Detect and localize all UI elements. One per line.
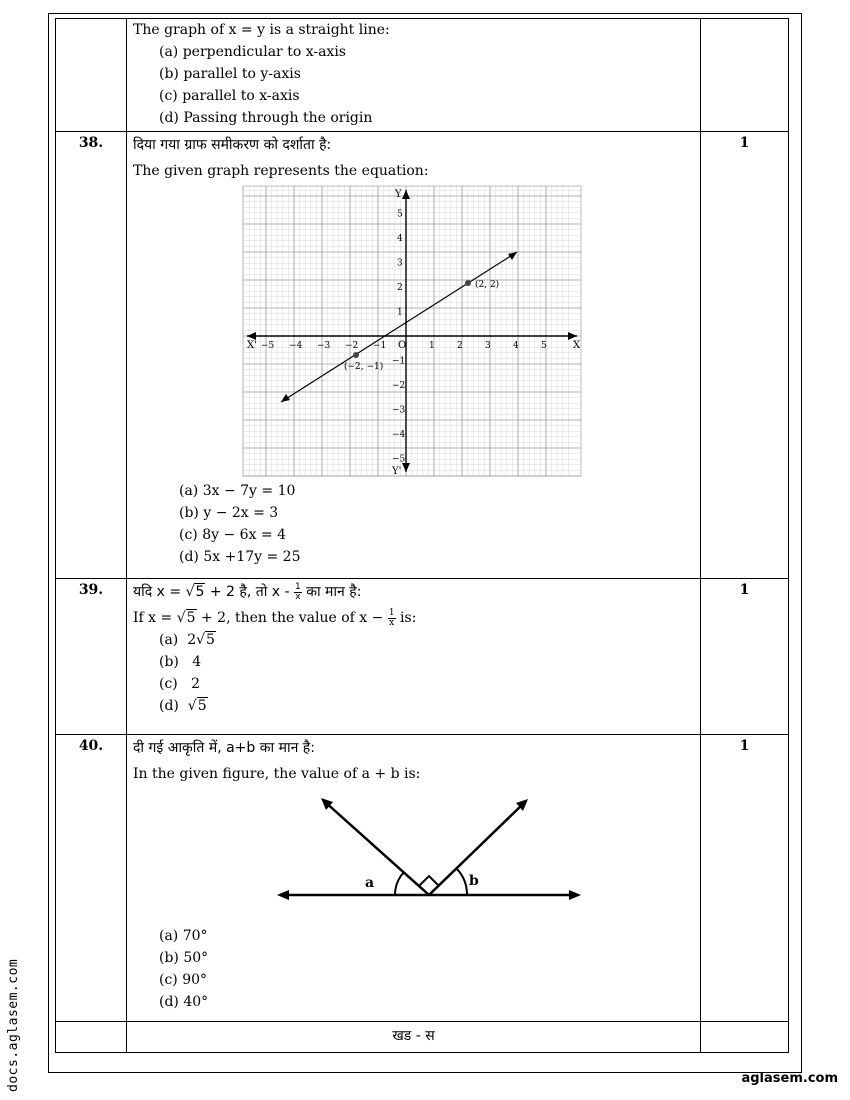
y-tick-label: 1 [397,307,403,318]
fraction-numerator: 1 [388,607,395,618]
question-text-english [133,603,694,629]
section-marks-cell [701,1022,789,1053]
hindi-part-c: का मान है: [306,584,362,600]
fraction [388,609,396,628]
option-c: (c) 90° [159,972,208,988]
question-number: 40. [56,735,127,1022]
fraction-numerator: 1 [295,581,301,592]
point-a [465,280,471,286]
option-label: (a) [159,632,179,648]
sqrt-expression: √5 [187,698,207,714]
point-b [353,352,359,358]
sqrt-expression: √5 [196,632,215,648]
angle-a-label: a [365,875,375,891]
option-c: (c) parallel to x-axis [159,88,300,104]
option-a: (a) perpendicular to x-axis [159,44,346,60]
x-axis-neg-label: X' [247,340,257,351]
y-tick-label: 3 [397,258,403,269]
x-tick-label: −1 [373,341,387,351]
x-tick-label: −4 [289,341,303,351]
sqrt-argument: 5 [197,698,207,714]
question-text: The graph of x = y is a straight line: [133,22,390,38]
x-tick-label: 4 [513,341,519,351]
y-tick-label: −3 [392,405,406,416]
question-text-hindi: दी गई आकृति में, a+b का मान है: [133,740,315,756]
question-text-hindi [133,579,694,603]
fraction [294,583,302,602]
option-a [133,629,694,651]
hindi-part-b: + 2 है, तो x - [209,584,290,600]
question-table [55,18,789,1053]
option-c: (c) 8y − 6x = 4 [179,527,287,543]
line-graph [133,182,693,480]
sqrt-expression: √5 [176,610,196,626]
marks-cell [701,19,789,132]
hindi-part-a: यदि x = [133,584,182,600]
section-number-cell [56,1022,127,1053]
marks: 1 [701,579,789,735]
angle-b-label: b [469,873,479,889]
point-a-label: (2, 2) [475,280,500,290]
x-tick-label: −5 [261,341,275,351]
y-tick-label: −5 [392,454,406,465]
option-c [133,673,694,695]
question-body [127,19,701,132]
option-a: (a) 3x − 7y = 10 [179,483,296,499]
brand-logo-text: aglasem.com [741,1071,838,1086]
question-text-english: The given graph represents the equation: [133,163,429,179]
question-number-cell [56,19,127,132]
marks: 1 [701,735,789,1022]
angle-figure [133,785,693,925]
question-body [127,579,701,735]
en-part-b: + 2, then the value of x − [201,610,384,626]
fraction-denominator: x [295,591,301,602]
option-label: (d) [159,698,179,714]
y-tick-label: 4 [397,234,403,244]
x-axis-label: X [573,340,581,351]
x-tick-label: 1 [429,341,435,351]
option-b: (b) y − 2x = 3 [179,505,279,521]
option-value: 2 [191,676,201,692]
option-d: (d) 40° [159,994,209,1010]
option-b [133,651,694,673]
question-row-38 [56,132,789,579]
marks: 1 [701,132,789,579]
question-row-39 [56,579,789,735]
sqrt-expression: √5 [185,584,205,600]
point-b-label: (−2, −1) [344,362,384,372]
question-body [127,132,701,579]
section-row [56,1022,789,1053]
option-d: (d) Passing through the origin [159,110,373,126]
option-label: (c) [159,676,178,692]
y-tick-label: −4 [392,430,406,440]
question-row-37 [56,19,789,132]
option-value: 4 [192,654,202,670]
y-axis-label: Y [395,189,402,200]
en-part-c: is: [400,610,417,626]
en-part-a: If x = [133,610,173,626]
x-tick-label: 3 [485,341,491,351]
option-a: (a) 70° [159,928,208,944]
x-tick-label: 2 [457,341,463,351]
x-tick-label: −3 [317,341,331,351]
question-row-40 [56,735,789,1022]
x-tick-label: −2 [345,341,359,351]
x-tick-label: 5 [541,341,547,351]
question-text-hindi: दिया गया ग्राफ समीकरण को दर्शाता है: [133,137,332,153]
option-label: (b) [159,654,179,670]
option-value: 2 [187,632,197,648]
y-tick-label: −1 [392,356,406,367]
section-heading: खड - स [127,1022,701,1053]
question-number: 39. [56,579,127,735]
watermark: docs.aglasem.com [6,958,21,1092]
origin-label: O [398,340,407,351]
sqrt-argument: 5 [186,610,196,626]
option-d [133,695,694,717]
question-number: 38. [56,132,127,579]
y-axis-neg-label: Y' [392,466,402,477]
option-b: (b) 50° [159,950,209,966]
y-tick-label: −2 [392,381,406,391]
fraction-denominator: x [389,617,395,628]
y-tick-label: 2 [397,283,403,293]
question-body [127,735,701,1022]
sqrt-argument: 5 [206,632,215,648]
question-text-english: In the given figure, the value of a + b is: [133,766,421,782]
option-d: (d) 5x +17y = 25 [179,549,301,565]
sqrt-argument: 5 [195,584,205,600]
option-b: (b) parallel to y-axis [159,66,301,82]
y-tick-label: 5 [397,209,403,220]
